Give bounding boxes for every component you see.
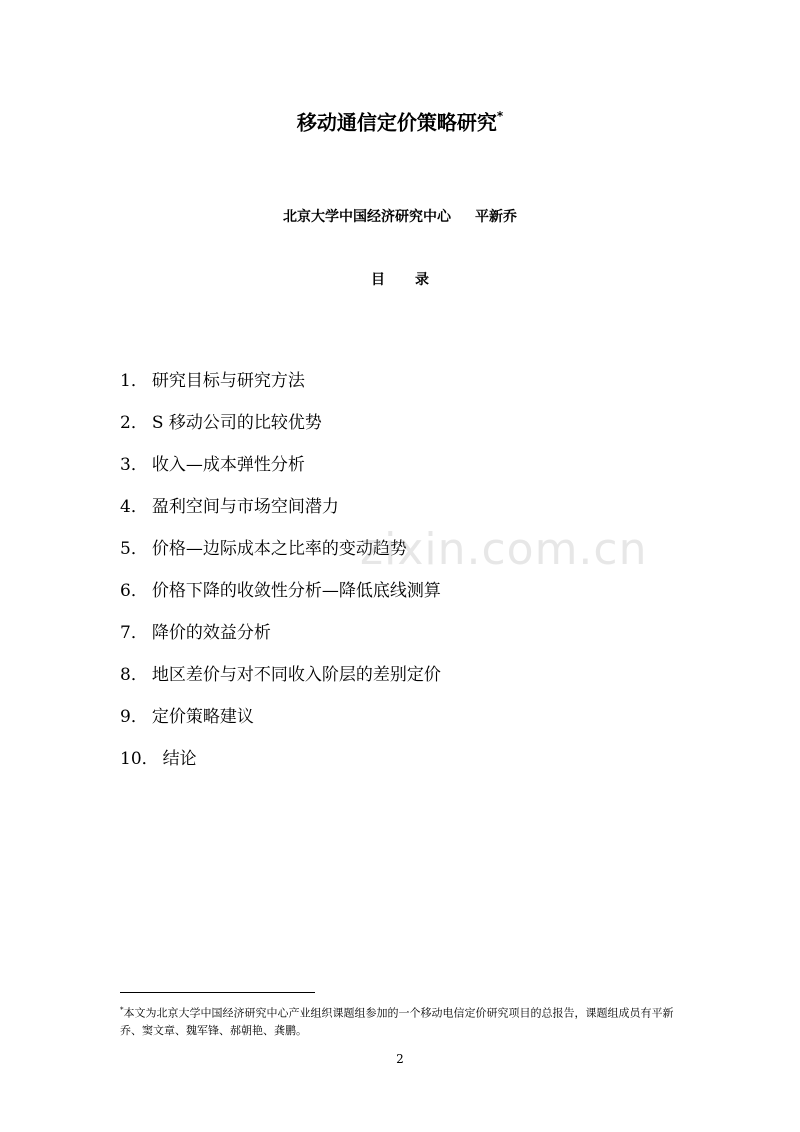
toc-item-number: 8． [120,665,148,685]
toc-heading-char-1: 目 [371,272,385,288]
toc-item-number: 2． [120,413,148,433]
footnote-divider [120,992,315,993]
toc-item-text: 收入—成本弹性分析 [151,455,305,475]
toc-item [120,448,680,490]
toc-item-text: 价格—边际成本之比率的变动趋势 [151,539,407,559]
toc-item-text: 结论 [162,749,197,769]
toc-item-number: 6． [120,581,148,601]
toc-item-number: 10． [120,749,159,769]
toc-item [120,364,680,406]
toc-heading-char-2: 录 [415,272,429,288]
toc-heading [0,269,800,291]
toc-item-text: S 移动公司的比较优势 [151,413,322,433]
footnote-text: 本文为北京大学中国经济研究中心产业组织课题组参加的一个移动电信定价研究项目的总报告，课题组成员有平新乔、窦文章、魏军锋、郝朝艳、龚鹏。 [120,1006,674,1037]
author-line [0,206,800,228]
toc-item-text: 研究目标与研究方法 [151,371,305,391]
toc-item-text: 定价策略建议 [151,707,254,727]
toc-item [120,616,680,658]
toc-item-number: 5． [120,539,148,559]
toc-item [120,406,680,448]
footnote [120,1002,684,1039]
toc-item-number: 1． [120,371,148,391]
page-number: 2 [396,1052,404,1066]
title-footnote-mark: * [496,109,504,123]
toc-item-text: 降价的效益分析 [151,623,271,643]
author-name: 平新乔 [475,209,517,225]
toc-item-number: 3． [120,455,148,475]
toc-item-text: 盈利空间与市场空间潜力 [151,497,339,517]
toc-item-number: 4． [120,497,148,517]
toc-item [120,742,680,784]
toc-item-text: 价格下降的收敛性分析—降低底线测算 [151,581,441,601]
footnote-mark: * [120,1006,124,1014]
toc-item-number: 9． [120,707,148,727]
document-title [0,103,800,138]
author-affiliation: 北京大学中国经济研究中心 [283,209,451,225]
title-text: 移动通信定价策略研究 [296,110,497,135]
toc-item-number: 7． [120,623,148,643]
watermark: zixin.com.cn [360,524,648,575]
toc-item [120,658,680,700]
toc-item-text: 地区差价与对不同收入阶层的差别定价 [151,665,441,685]
toc-item [120,700,680,742]
toc-item [120,574,680,616]
